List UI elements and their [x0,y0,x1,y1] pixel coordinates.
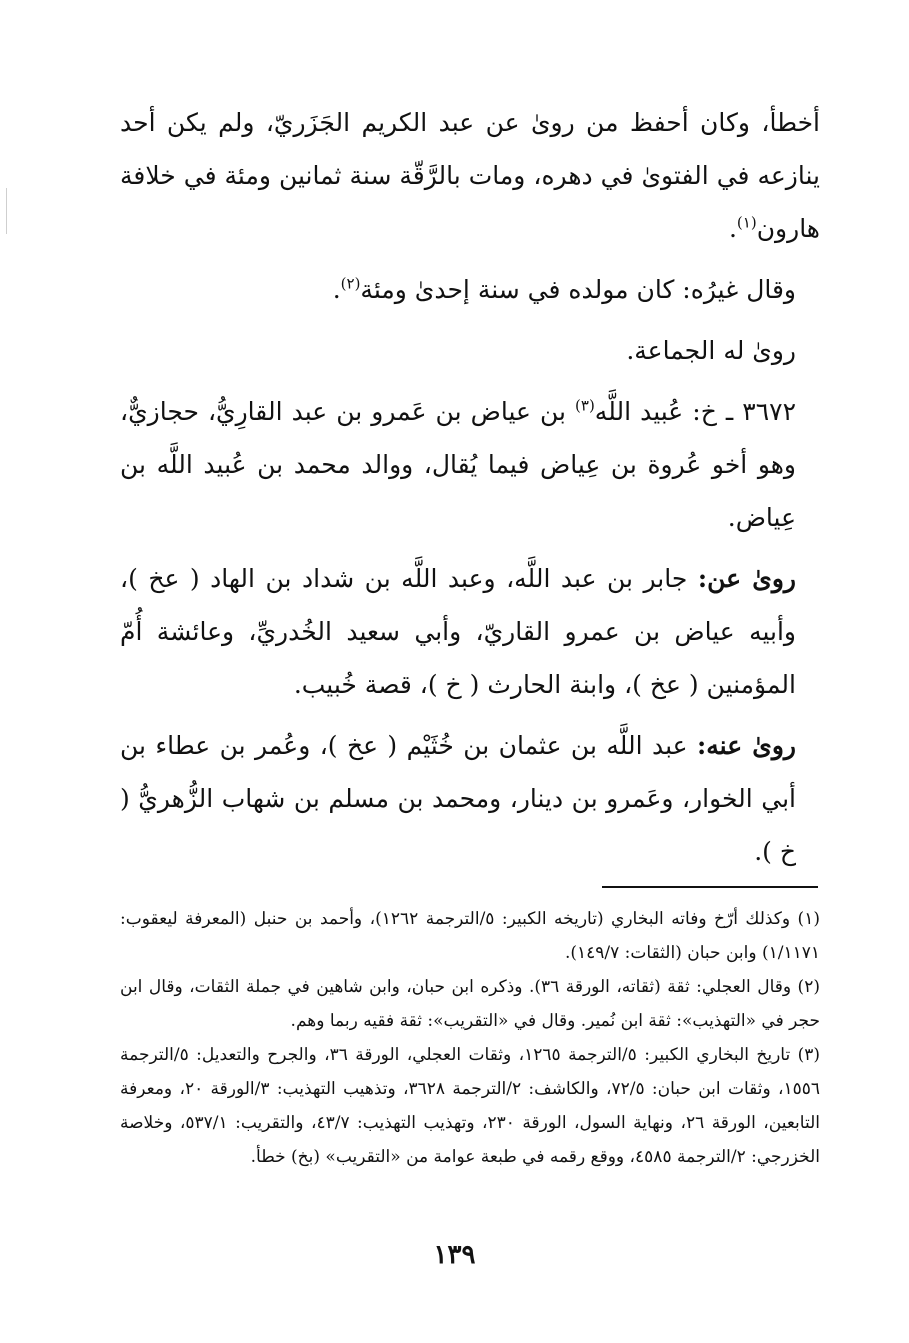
page-number: ١٣٩ [433,1240,476,1270]
narrated-from-text: جابر بن عبد اللَّه، وعبد اللَّه بن شداد بن الهاد ( عخ )، وأبيه عياض بن عمرو القاريّ، وأبي سعيد الخُدريِّ، وعائشة أُمّ المؤمنين ( عخ )، وابنة الحارث ( خ )، قصة خُبيب. [120,564,796,699]
margin-mark [6,188,7,234]
entry-body: بن عياض بن عَمرو بن عبد القارِيُّ، حجازيٌّ، وهو أخو عُروة بن عِياض فيما يُقال، ووالد محمد بن عُبيد اللَّه بن عِياض. [120,397,796,532]
footnote-ref-3: (٣) [575,396,595,415]
footnote-ref-1: (١) [736,213,757,232]
entry-heading: ٣٦٧٢ ـ خ: عُبيد اللَّه [594,397,797,426]
footnote-2: (٢) وقال العجلي: ثقة (ثقاته، الورقة ٣٦). وذكره ابن حبان، وابن شاهين في جملة الثقات، وقال ابن حجر في «التهذيب»: ثقة ابن نُمير. وقال في «التقريب»: ثقة فقيه ربما وهم. [120,977,820,1031]
narrated-from-label: روىٰ عن: [697,564,797,593]
narrated-from-paragraph [120,552,820,711]
narrated-by-paragraph [120,719,820,878]
narrated-by-text: عبد اللَّه بن عثمان بن خُثَيْم ( عخ )، وعُمر بن عطاء بن أبي الخوار، وعَمرو بن دينار، ومحمد بن مسلم بن شهاب الزُّهريُّ ( خ ). [120,731,796,866]
paragraph-3: روىٰ له الجماعة. [626,336,796,365]
paragraph-1 [120,96,820,255]
footnote-1: (١) وكذلك أرّخ وفاته البخاري (تاريخه الكبير: ٥/الترجمة ١٢٦٢)، وأحمد بن حنبل (المعرفة ليعقوب: ١/١١٧١) وابن حبان (الثقات: ١٤٩/٧). [120,909,820,963]
narrated-by-label: روىٰ عنه: [697,731,797,760]
paragraph-1-text: أخطأ، وكان أحفظ من روىٰ عن عبد الكريم الجَزَريّ، ولم يكن أحد ينازعه في الفتوىٰ في دهره، ومات بالرَّقّة سنة ثمانين ومئة في خلافة هارون [120,108,820,243]
footnotes [120,902,820,1174]
footnote-3: (٣) تاريخ البخاري الكبير: ٥/الترجمة ١٢٦٥، وثقات العجلي، الورقة ٣٦، والجرح والتعديل: ٥/الترجمة ١٥٥٦، وثقات ابن حبان: ٧٢/٥، والكاشف: ٢/الترجمة ٣٦٢٨، وتذهيب التهذيب: ٣/الورقة ٢٠، ومعرفة التابعين، الورقة ٢٦، ونهاية السول، الورقة ٢٣٠، وتهذيب التهذيب: ٤٣/٧، والتقريب: ٥٣٧/١، وخلاصة الخزرجي: ٢/الترجمة ٤٥٨٥، ووقع رقمه في طبعة عوامة من «التقريب» (بخ) خطأ. [120,1045,821,1167]
paragraph-2-text: وقال غيرُه: كان مولده في سنة إحدىٰ ومئة [360,275,796,304]
paragraph-2-end: . [332,275,341,304]
footnote-separator [602,886,818,888]
footnote-ref-2: (٢) [340,274,361,293]
paragraph-2 [120,263,820,316]
paragraph-1-end: . [728,214,737,243]
entry-paragraph [120,385,820,544]
main-text [120,96,820,878]
